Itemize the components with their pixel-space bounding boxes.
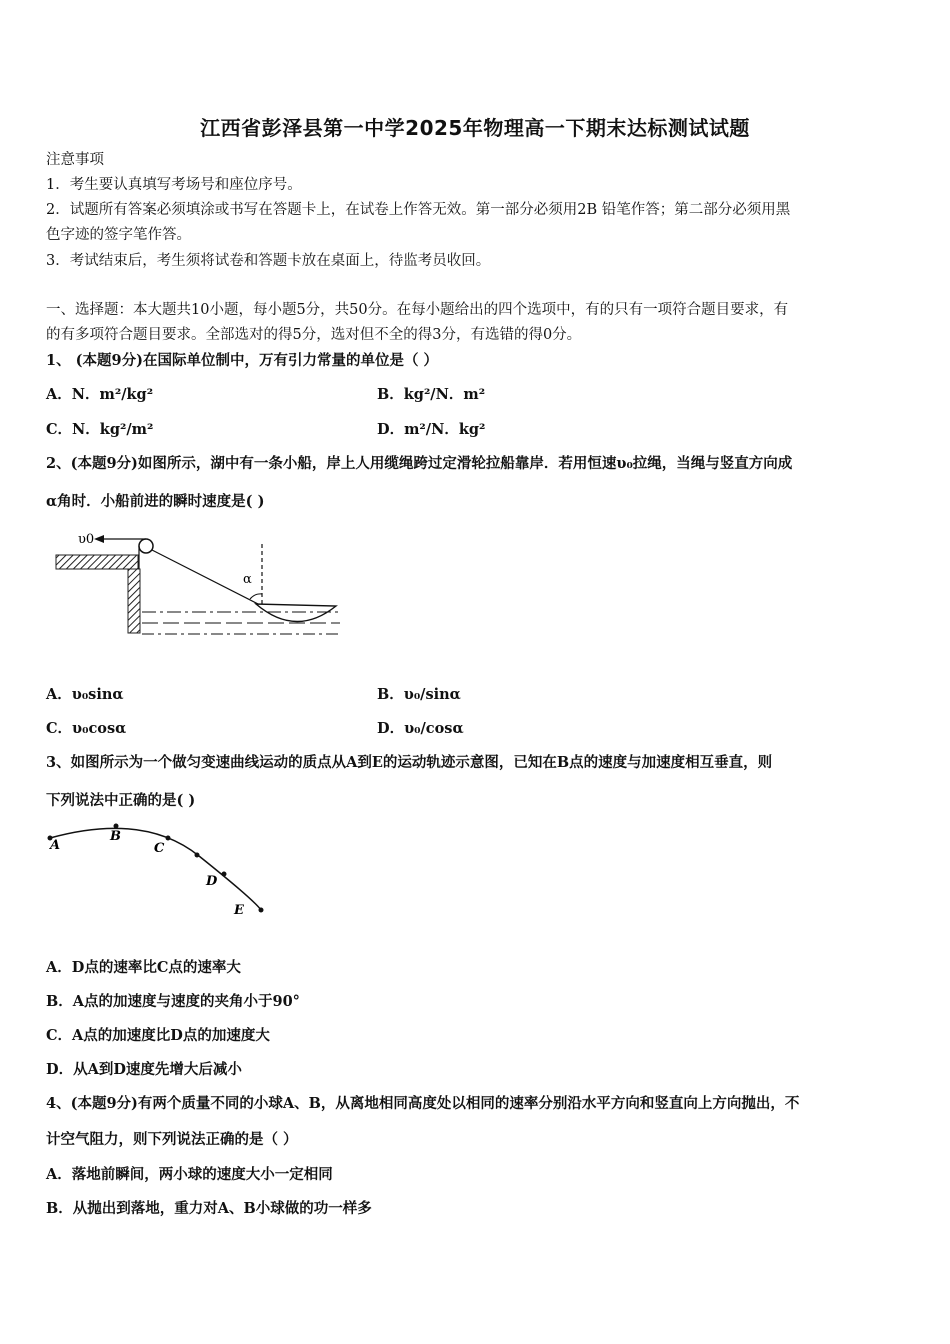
point-a-label: A <box>50 838 61 853</box>
notice-item-2: 2．试题所有答案必须填涂或书写在答题卡上，在试卷上作答无效。第一部分必须用2B 铅笔作答；第二部分必须用黑 <box>46 202 791 218</box>
q3-option-d: D．从A到D速度先增大后减小 <box>46 1061 242 1078</box>
point-b-label: B <box>110 829 121 844</box>
q4-stem-line2: 计空气阻力，则下列说法正确的是（ ） <box>46 1131 298 1148</box>
q2-pulley-boat-figure <box>50 528 350 643</box>
q2-option-c: C．υ₀cosα <box>46 720 127 737</box>
q3-option-c: C．A点的加速度比D点的加速度大 <box>46 1027 270 1044</box>
velocity-arrow <box>94 535 104 543</box>
q1-option-a: A．N．m²/kg² <box>46 386 154 403</box>
q1-stem: 1、 (本题9分)在国际单位制中，万有引力常量的单位是（ ） <box>46 352 438 369</box>
q4-option-b: B．从抛出到落地，重力对A、B小球做的功一样多 <box>46 1200 372 1217</box>
q1-option-c: C．N．kg²/m² <box>46 421 154 438</box>
point-d-label: D <box>206 874 218 889</box>
notice-item-3: 3．考试结束后，考生须将试卷和答题卡放在桌面上，待监考员收回。 <box>46 253 491 269</box>
q2-option-d: D．υ₀/cosα <box>377 720 464 737</box>
pulley <box>139 539 153 553</box>
velocity-label: υ0 <box>78 532 95 547</box>
q2-option-a: A．υ₀sinα <box>46 686 124 703</box>
q3-stem-line2: 下列说法中正确的是( ) <box>46 792 196 809</box>
q4-option-a: A．落地前瞬间，两小球的速度大小一定相同 <box>46 1166 333 1183</box>
notice-heading: 注意事项 <box>46 152 104 168</box>
q1-option-b: B．kg²/N．m² <box>377 386 486 403</box>
notice-item-1: 1．考生要认真填写考场号和座位序号。 <box>46 177 302 193</box>
exam-title: 江西省彭泽县第一中学2025年物理高一下期末达标测试试题 <box>200 116 750 140</box>
q2-option-b: B．υ₀/sinα <box>377 686 461 703</box>
q3-stem-line1: 3、如图所示为一个做匀变速曲线运动的质点从A到E的运动轨迹示意图，已知在B点的速度与加速度相互垂直，则 <box>46 754 773 771</box>
q4-stem-line1: 4、(本题9分)有两个质量不同的小球A、B，从离地相同高度处以相同的速率分别沿水平方向和竖直向上方向抛出，不 <box>46 1095 800 1112</box>
angle-label: α <box>243 572 252 587</box>
shore-wall <box>128 569 140 633</box>
q2-stem-line1: 2、(本题9分)如图所示，湖中有一条小船，岸上人用缆绳跨过定滑轮拉船靠岸．若用恒速υ₀拉绳，当绳与竖直方向成 <box>46 455 793 472</box>
notice-item-2-cont: 色字迹的签字笔作答。 <box>46 227 191 243</box>
point-c-label: C <box>154 841 165 856</box>
q3-option-a: A．D点的速率比C点的速率大 <box>46 959 241 976</box>
section1-intro-line2: 的有多项符合题目要求。全部选对的得5分，选对但不全的得3分，有选错的得0分。 <box>46 327 582 343</box>
q3-option-b: B．A点的加速度与速度的夹角小于90° <box>46 993 300 1010</box>
shore-top <box>56 555 138 569</box>
point-e-label: E <box>234 903 244 918</box>
q3-trajectory-figure <box>44 818 274 920</box>
section1-intro-line1: 一、选择题：本大题共10小题，每小题5分，共50分。在每小题给出的四个选项中，有的只有一项符合题目要求，有 <box>46 302 789 318</box>
q2-stem-line2: α角时．小船前进的瞬时速度是( ) <box>46 493 265 510</box>
q1-option-d: D．m²/N．kg² <box>377 421 486 438</box>
boat <box>256 604 336 622</box>
